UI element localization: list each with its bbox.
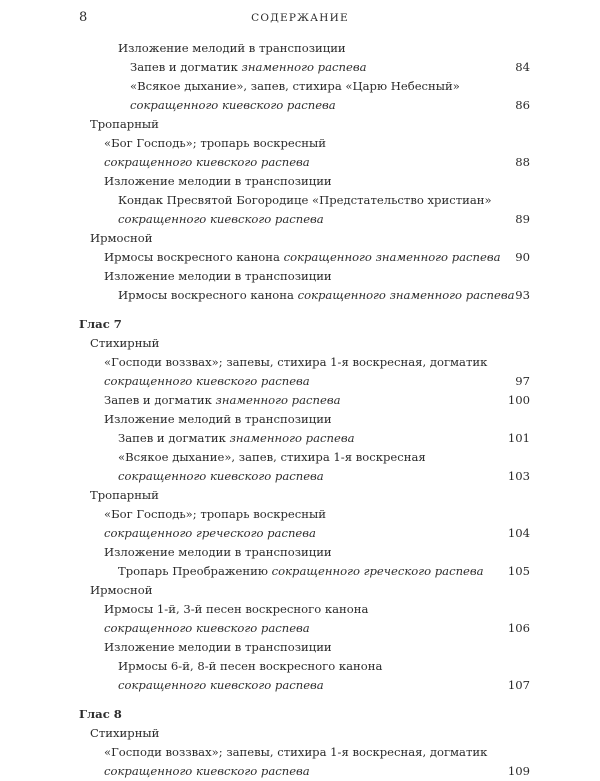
toc-entry	[79, 724, 530, 743]
toc-entry	[79, 153, 530, 172]
toc-entry-title: Запев и догматик	[130, 60, 242, 74]
toc-entry-chant-style: знаменного распева	[229, 431, 355, 445]
toc-entry-title: Ирмосной	[90, 583, 153, 597]
toc-page-number: 88	[515, 155, 530, 169]
toc-entry-chant-style: сокращенного киевского распева	[104, 764, 310, 778]
toc-page-number: 84	[515, 60, 530, 74]
toc-entry	[79, 524, 530, 543]
toc-entry	[79, 505, 530, 524]
toc-entry-chant-style: сокращенного греческого распева	[104, 526, 316, 540]
toc-page-number: 101	[507, 431, 530, 445]
toc-entry	[79, 600, 530, 619]
toc-entry-title: Тропарь Преображению	[118, 564, 272, 578]
tone-heading	[79, 315, 530, 334]
toc-page-number: 104	[507, 526, 530, 540]
toc-entry	[79, 172, 530, 191]
toc-page-number: 93	[515, 288, 530, 302]
toc-entry-title: Ирмосы воскресного канона	[118, 288, 298, 302]
toc-entry-chant-style: сокращенного киевского распева	[118, 678, 324, 692]
table-of-contents	[79, 39, 530, 781]
toc-entry	[79, 134, 530, 153]
toc-entry	[79, 58, 530, 77]
toc-entry-chant-style: сокращенного киевского распева	[118, 212, 324, 226]
toc-entry	[79, 115, 530, 134]
toc-page-number: 109	[507, 764, 530, 778]
toc-entry-title: Ирмосы воскресного канона	[104, 250, 284, 264]
toc-entry-chant-style: сокращенного киевского распева	[104, 621, 310, 635]
toc-entry-chant-style: сокращенного знаменного распева	[283, 250, 501, 264]
toc-entry	[79, 334, 530, 353]
tone-heading	[79, 705, 530, 724]
toc-entry	[79, 391, 530, 410]
toc-page-number: 106	[507, 621, 530, 635]
toc-entry-title: Ирмосы 6-й, 8-й песен воскресного канона	[118, 659, 383, 673]
toc-entry-chant-style: сокращенного киевского распева	[104, 155, 310, 169]
toc-entry	[79, 562, 530, 581]
toc-entry-title: Изложение мелодий в транспозиции	[104, 412, 332, 426]
toc-page-number: 105	[507, 564, 530, 578]
toc-entry-chant-style: сокращенного знаменного распева	[297, 288, 515, 302]
toc-entry-title: Ирмосной	[90, 231, 153, 245]
toc-entry-chant-style: сокращенного киевского распева	[130, 98, 336, 112]
toc-entry	[79, 467, 530, 486]
toc-entry	[79, 96, 530, 115]
toc-entry	[79, 657, 530, 676]
toc-entry	[79, 210, 530, 229]
toc-entry	[79, 39, 530, 58]
toc-entry-title: Изложение мелодии в транспозиции	[104, 269, 332, 283]
toc-entry-title: Стихирный	[90, 336, 160, 350]
toc-entry	[79, 676, 530, 695]
running-head: СОДЕРЖАНИЕ	[251, 12, 349, 24]
toc-entry-title: «Бог Господь»; тропарь воскресный	[104, 136, 326, 150]
toc-entry	[79, 581, 530, 600]
toc-page-number: 89	[515, 212, 530, 226]
toc-entry	[79, 743, 530, 762]
toc-page-number: 97	[515, 374, 530, 388]
toc-entry	[79, 486, 530, 505]
toc-page-number: 86	[515, 98, 530, 112]
toc-entry	[79, 267, 530, 286]
toc-entry	[79, 353, 530, 372]
toc-entry-title: Глас 8	[79, 707, 122, 721]
toc-entry-title: Кондак Пресвятой Богородице «Предстательство христиан»	[118, 193, 492, 207]
toc-entry-title: Запев и догматик	[118, 431, 230, 445]
toc-entry-title: «Господи воззвах»; запевы, стихира 1-я воскресная, догматик	[104, 745, 488, 759]
toc-page-number: 103	[507, 469, 530, 483]
toc-entry-title: Изложение мелодии в транспозиции	[104, 174, 332, 188]
toc-entry-title: Глас 7	[79, 317, 122, 331]
toc-entry-title: Тропарный	[90, 117, 159, 131]
toc-entry	[79, 543, 530, 562]
toc-entry-title: «Бог Господь»; тропарь воскресный	[104, 507, 326, 521]
toc-entry	[79, 286, 530, 305]
toc-entry-title: Стихирный	[90, 726, 160, 740]
toc-entry-title: Изложение мелодии в транспозиции	[104, 545, 332, 559]
toc-entry-title: Запев и догматик	[104, 393, 216, 407]
toc-entry-chant-style: сокращенного киевского распева	[118, 469, 324, 483]
toc-entry	[79, 429, 530, 448]
toc-entry-title: «Всякое дыхание», запев, стихира 1-я воскресная	[118, 450, 426, 464]
toc-entry	[79, 372, 530, 391]
toc-entry	[79, 638, 530, 657]
toc-entry-title: Изложение мелодии в транспозиции	[104, 640, 332, 654]
toc-entry-title: Ирмосы 1-й, 3-й песен воскресного канона	[104, 602, 369, 616]
toc-page-number: 107	[507, 678, 530, 692]
toc-entry	[79, 248, 530, 267]
toc-entry-chant-style: сокращенного греческого распева	[271, 564, 484, 578]
toc-entry-chant-style: сокращенного киевского распева	[104, 374, 310, 388]
toc-entry-chant-style: знаменного распева	[241, 60, 367, 74]
toc-page-number: 90	[515, 250, 530, 264]
toc-entry-title: Изложение мелодий в транспозиции	[118, 41, 346, 55]
toc-entry	[79, 77, 530, 96]
toc-entry	[79, 762, 530, 781]
toc-entry	[79, 191, 530, 210]
toc-entry-title: «Господи воззвах»; запевы, стихира 1-я воскресная, догматик	[104, 355, 488, 369]
page-number: 8	[79, 10, 88, 25]
toc-entry-title: Тропарный	[90, 488, 159, 502]
toc-entry	[79, 410, 530, 429]
toc-entry	[79, 619, 530, 638]
toc-entry-chant-style: знаменного распева	[215, 393, 341, 407]
toc-entry-title: «Всякое дыхание», запев, стихира «Царю Небесный»	[130, 79, 460, 93]
toc-entry	[79, 229, 530, 248]
toc-page-number: 100	[507, 393, 530, 407]
toc-entry	[79, 448, 530, 467]
